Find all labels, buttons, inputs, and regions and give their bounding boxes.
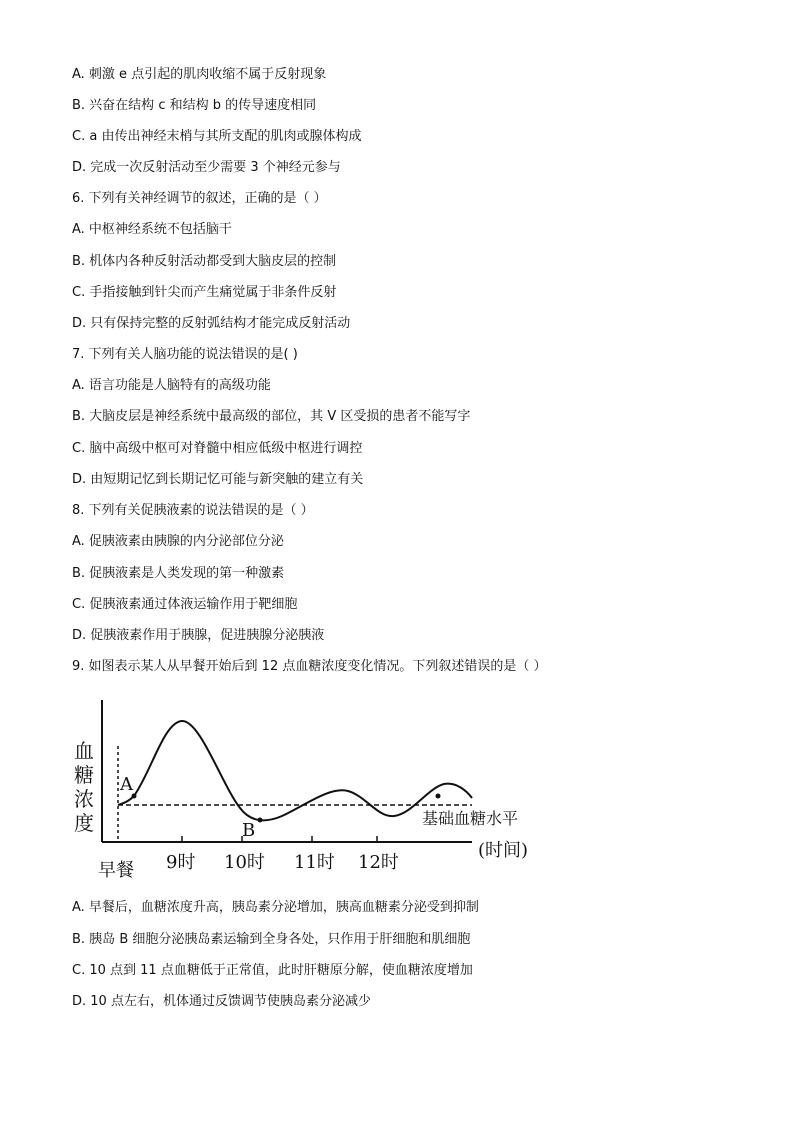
option-8b: B. 促胰液素是人类发现的第一种激素 xyxy=(72,566,285,581)
option-7d: D. 由短期记忆到长期记忆可能与新突触的建立有关 xyxy=(72,472,364,487)
x-start-label: 早餐 xyxy=(98,860,134,881)
option-8c: C. 促胰液素通过体液运输作用于靶细胞 xyxy=(72,597,298,612)
option-6b: B. 机体内各种反射活动都受到大脑皮层的控制 xyxy=(72,254,337,269)
option-6c: C. 手指接触到针尖而产生痛觉属于非条件反射 xyxy=(72,285,337,300)
point-a-label: A xyxy=(120,774,133,795)
option-9b: B. 胰岛 B 细胞分泌胰岛素运输到全身各处，只作用于肝细胞和肌细胞 xyxy=(72,932,471,947)
curve-dot xyxy=(436,794,441,799)
question-8: 8. 下列有关促胰液素的说法错误的是（ ） xyxy=(72,503,314,518)
option-8d: D. 促胰液素作用于胰腺，促进胰腺分泌胰液 xyxy=(72,628,325,643)
option-7b: B. 大脑皮层是神经系统中最高级的部位，其 V 区受损的患者不能写字 xyxy=(72,409,471,424)
option-6a: A. 中枢神经系统不包括脑干 xyxy=(72,222,232,237)
option-5b: B. 兴奋在结构 c 和结构 b 的传导速度相同 xyxy=(72,98,317,113)
x-tick-label-9: 9时 xyxy=(166,852,196,873)
baseline-label: 基础血糖水平 xyxy=(422,809,519,828)
y-label-char-1: 血 xyxy=(74,739,94,763)
option-5d: D. 完成一次反射活动至少需要 3 个神经元参与 xyxy=(72,160,341,175)
x-tick-label-12: 12时 xyxy=(358,852,399,873)
option-8a: A. 促胰液素由胰腺的内分泌部位分泌 xyxy=(72,534,284,549)
x-tick-label-11: 11时 xyxy=(294,852,335,873)
y-label-char-2: 糖 xyxy=(74,763,94,787)
option-6d: D. 只有保持完整的反射弧结构才能完成反射活动 xyxy=(72,316,351,331)
y-label-char-3: 浓 xyxy=(74,787,94,811)
point-b-label: B xyxy=(242,820,256,841)
option-9d: D. 10 点左右，机体通过反馈调节使胰岛素分泌减少 xyxy=(72,994,371,1009)
option-7c: C. 脑中高级中枢可对脊髓中相应低级中枢进行调控 xyxy=(72,441,363,456)
question-9: 9. 如图表示某人从早餐开始后到 12 点血糖浓度变化情况。下列叙述错误的是（ ） xyxy=(72,659,547,674)
point-b-dot xyxy=(258,818,263,823)
question-6: 6. 下列有关神经调节的叙述，正确的是（ ） xyxy=(72,191,327,206)
option-7a: A. 语言功能是人脑特有的高级功能 xyxy=(72,378,271,393)
question-7: 7. 下列有关人脑功能的说法错误的是( ) xyxy=(72,347,298,362)
option-9a: A. 早餐后，血糖浓度升高，胰岛素分泌增加，胰高血糖素分泌受到抑制 xyxy=(72,900,479,915)
option-5c: C. a 由传出神经末梢与其所支配的肌肉或腺体构成 xyxy=(72,129,362,144)
x-unit-label: (时间) xyxy=(478,840,529,861)
blood-glucose-diagram xyxy=(72,690,562,890)
option-5a: A. 刺激 e 点引起的肌肉收缩不属于反射现象 xyxy=(72,67,327,82)
x-tick-label-10: 10时 xyxy=(224,852,265,873)
blood-glucose-figure xyxy=(72,690,562,890)
option-9c: C. 10 点到 11 点血糖低于正常值，此时肝糖原分解，使血糖浓度增加 xyxy=(72,963,473,978)
y-label-char-4: 度 xyxy=(74,811,94,835)
